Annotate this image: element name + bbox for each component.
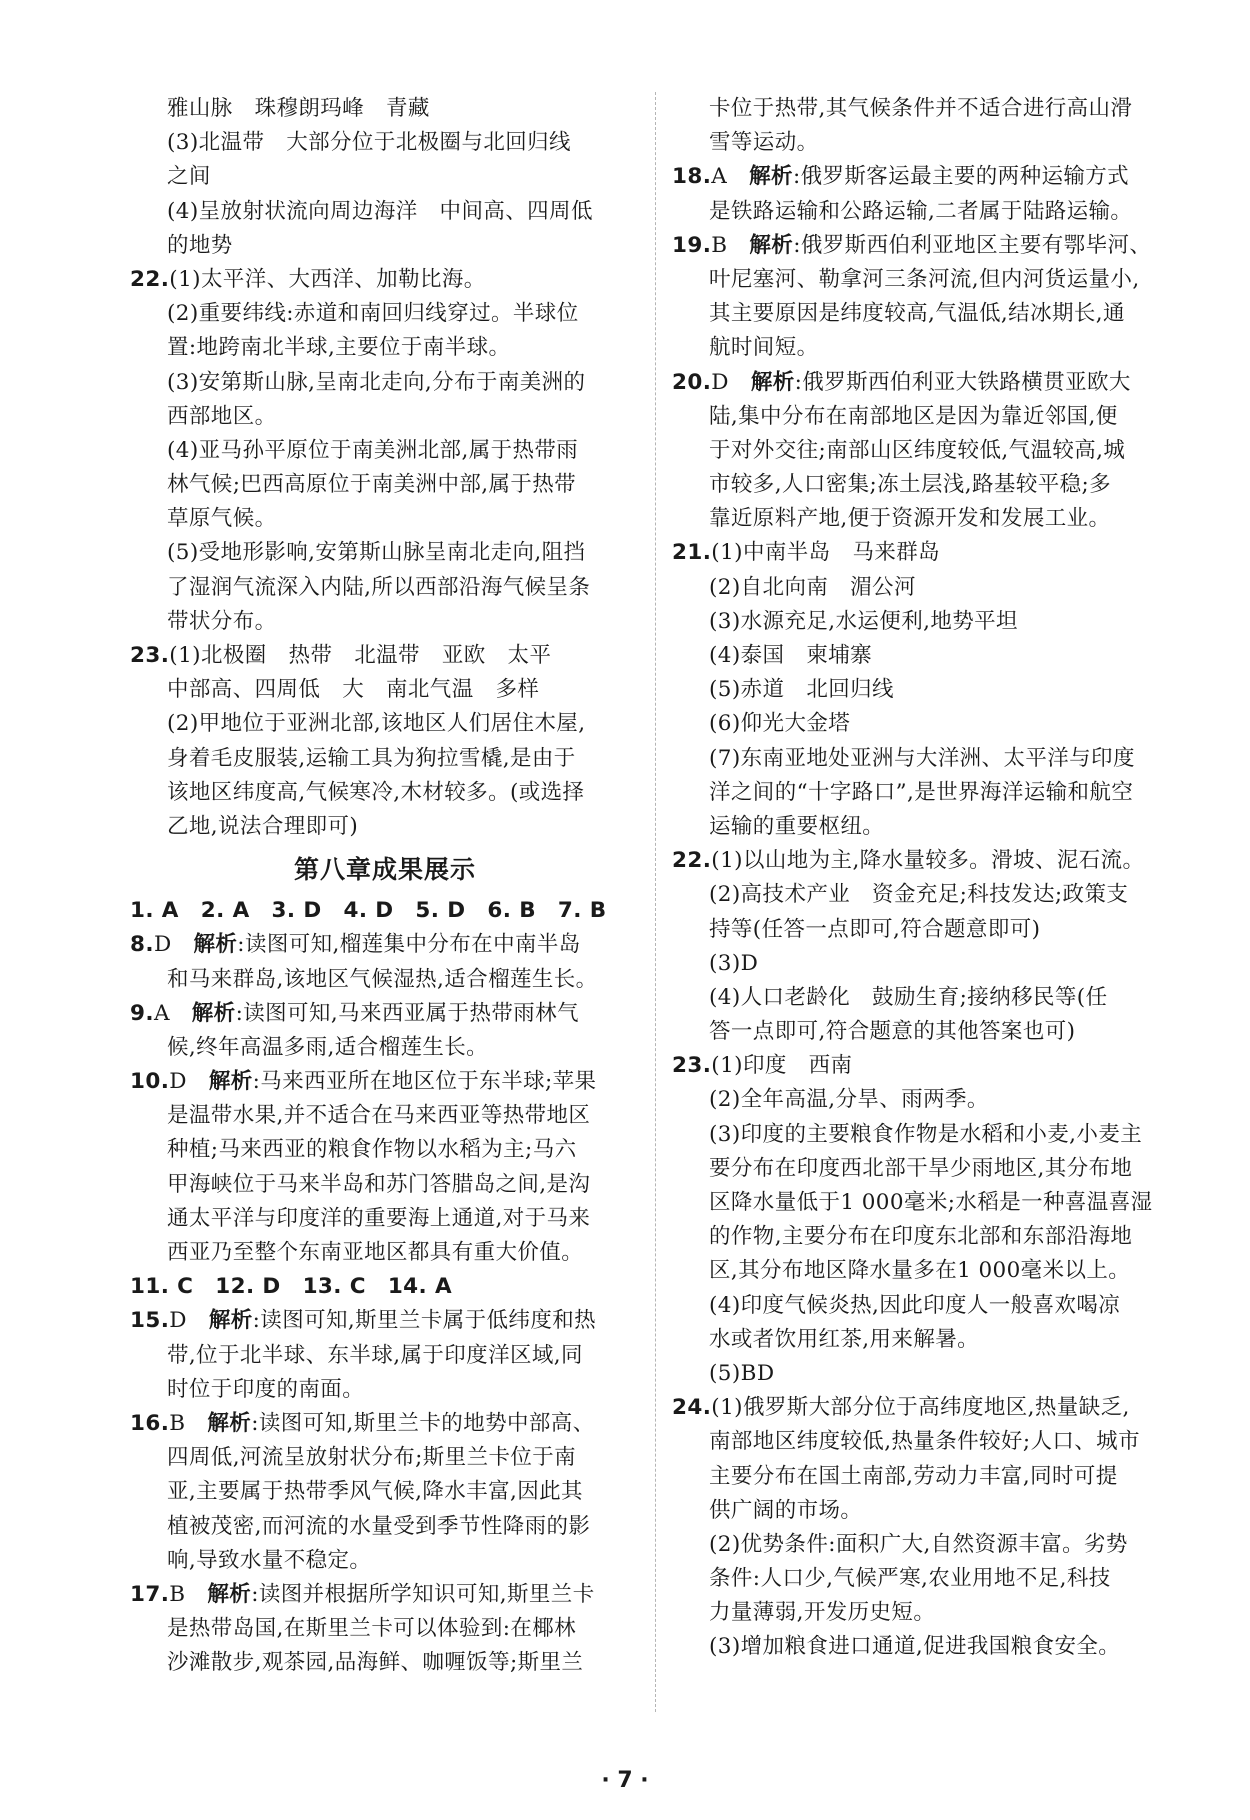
question-number: 16. bbox=[130, 1410, 170, 1436]
answer-text: D bbox=[153, 932, 194, 958]
answer-text: D bbox=[169, 1069, 209, 1095]
answer-line bbox=[130, 263, 640, 297]
answer-line bbox=[130, 1441, 640, 1475]
answer-line bbox=[672, 1528, 1172, 1562]
answer-text: 是热带岛国,在斯里兰卡可以体验到:在椰林 bbox=[167, 1616, 577, 1642]
section-title: 第八章成果展示 bbox=[293, 855, 476, 885]
analysis-text: :读图可知,斯里兰卡属于低纬度和热 bbox=[252, 1308, 597, 1334]
answer-text: 亚,主要属于热带季风气候,降水丰富,因此其 bbox=[167, 1479, 583, 1505]
analysis-label: 解析 bbox=[207, 1581, 252, 1607]
answer-line bbox=[130, 1339, 640, 1373]
answer-text: (3)印度的主要粮食作物是水稻和小麦,小麦主 bbox=[709, 1121, 1143, 1147]
answer-text: (3)D bbox=[709, 950, 759, 976]
answer-line bbox=[130, 963, 640, 997]
answer-text: (1)北极圈 热带 北温带 亚欧 太平 bbox=[169, 643, 552, 668]
answer-line bbox=[130, 1202, 640, 1236]
answer-line bbox=[672, 981, 1172, 1015]
answer-line bbox=[672, 126, 1172, 160]
answer-line bbox=[672, 1049, 1172, 1083]
answer-line bbox=[672, 707, 1172, 741]
answer-line bbox=[130, 1031, 640, 1065]
answer-line bbox=[672, 468, 1172, 502]
answer-text: (4)亚马孙平原位于南美洲北部,属于热带雨 bbox=[167, 437, 579, 463]
answer-line bbox=[130, 1373, 640, 1407]
answer-line bbox=[130, 1510, 640, 1544]
answer-line bbox=[130, 1168, 640, 1202]
answer-text: 身着毛皮服装,运输工具为狗拉雪橇,是由于 bbox=[167, 745, 576, 771]
answer-line bbox=[130, 810, 640, 844]
answer-text: (5)BD bbox=[709, 1360, 775, 1386]
answer-line bbox=[672, 1562, 1172, 1596]
answer-text: 区降水量低于1 000毫米;水稻是一种喜温喜湿 bbox=[709, 1190, 1153, 1215]
analysis-label: 解析 bbox=[750, 369, 795, 395]
analysis-text: :马来西亚所在地区位于东半球;苹果 bbox=[252, 1069, 597, 1095]
answer-line bbox=[672, 1083, 1172, 1117]
answer-text: D bbox=[711, 369, 751, 395]
answer-text: 条件:人口少,气候严寒,农业用地不足,科技 bbox=[709, 1566, 1111, 1592]
answer-line bbox=[672, 1357, 1172, 1391]
answer-line bbox=[130, 1099, 640, 1133]
left-answers-top bbox=[130, 92, 640, 844]
answer-text: 运输的重要枢纽。 bbox=[709, 813, 885, 839]
answer-text: 草原气候。 bbox=[167, 506, 277, 532]
answer-text: (2)重要纬线:赤道和南回归线穿过。半球位 bbox=[167, 301, 579, 327]
answer-text: 供广阔的市场。 bbox=[709, 1497, 863, 1523]
answer-text: (4)印度气候炎热,因此印度人一般喜欢喝凉 bbox=[709, 1292, 1121, 1318]
answer-line bbox=[672, 331, 1172, 365]
answer-text: 西亚乃至整个东南亚地区都具有重大价值。 bbox=[167, 1240, 584, 1265]
analysis-text: :读图可知,马来西亚属于热带雨林气 bbox=[235, 1000, 579, 1026]
question-number: 18. bbox=[672, 164, 712, 190]
answer-text: (3)安第斯山脉,呈南北走向,分布于南美洲的 bbox=[167, 369, 586, 395]
answer-line bbox=[672, 160, 1172, 194]
answer-line bbox=[672, 878, 1172, 912]
answer-line bbox=[130, 1304, 640, 1338]
answer-text: 答一点即可,符合题意的其他答案也可) bbox=[709, 1019, 1076, 1045]
answer-text: 乙地,说法合理即可) bbox=[167, 813, 359, 839]
answer-text: 1. A 2. A 3. D 4. D 5. D 6. B 7. B bbox=[130, 898, 607, 924]
answer-line bbox=[130, 707, 640, 741]
answer-text: 雅山脉 珠穆朗玛峰 青藏 bbox=[167, 96, 430, 121]
answer-text: D bbox=[169, 1308, 209, 1334]
answer-line bbox=[672, 229, 1172, 263]
answer-line bbox=[672, 536, 1172, 570]
answer-text: 和马来群岛,该地区气候湿热,适合榴莲生长。 bbox=[167, 966, 598, 992]
answer-text: 时位于印度的南面。 bbox=[167, 1376, 365, 1402]
answer-line bbox=[672, 673, 1172, 707]
answer-line bbox=[130, 1646, 640, 1680]
analysis-label: 解析 bbox=[207, 1410, 252, 1436]
answer-line bbox=[672, 571, 1172, 605]
answer-line bbox=[130, 502, 640, 536]
answer-text: 了湿润气流深入内陆,所以西部沿海气候呈条 bbox=[167, 574, 591, 600]
question-number: 9. bbox=[130, 1000, 154, 1026]
question-number: 15. bbox=[130, 1308, 170, 1334]
answer-text: 带,位于北半球、东半球,属于印度洋区域,同 bbox=[167, 1342, 583, 1368]
answer-text: 靠近原料产地,便于资源开发和发展工业。 bbox=[709, 506, 1111, 532]
answer-line bbox=[672, 605, 1172, 639]
analysis-label: 解析 bbox=[191, 1000, 236, 1026]
answer-text: (1)印度 西南 bbox=[711, 1053, 853, 1079]
answer-text: 种植;马来西亚的粮食作物以水稻为主;马六 bbox=[167, 1137, 577, 1163]
answer-text: 林气候;巴西高原位于南美洲中部,属于热带 bbox=[167, 472, 577, 498]
answer-text: 其主要原因是纬度较高,气温低,结冰期长,通 bbox=[709, 301, 1125, 327]
answer-line bbox=[672, 434, 1172, 468]
answer-text: (5)赤道 北回归线 bbox=[709, 677, 894, 703]
answer-text: 市较多,人口密集;冻土层浅,路基较平稳;多 bbox=[709, 472, 1112, 498]
answer-text: (3)增加粮食进口通道,促进我国粮食安全。 bbox=[709, 1634, 1121, 1660]
answer-line bbox=[130, 776, 640, 810]
answer-line bbox=[130, 195, 640, 229]
answer-text: 洋之间的“十字路口”,是世界海洋运输和航空 bbox=[709, 779, 1134, 805]
answer-line bbox=[130, 1270, 640, 1304]
answer-line bbox=[130, 894, 640, 928]
answer-text: 区,其分布地区降水量多在1 000毫米以上。 bbox=[709, 1258, 1131, 1284]
answer-text: 持等(任答一点即可,符合题意即可) bbox=[709, 916, 1041, 942]
analysis-text: :俄罗斯西伯利亚大铁路横贯亚欧大 bbox=[794, 369, 1131, 395]
answer-text: 主要分布在国土南部,劳动力丰富,同时可提 bbox=[709, 1463, 1118, 1489]
answer-line bbox=[130, 400, 640, 434]
answer-line bbox=[130, 605, 640, 639]
answer-text: A bbox=[153, 1000, 192, 1026]
answer-line bbox=[130, 1578, 640, 1612]
answer-text: 该地区纬度高,气候寒冷,木材较多。(或选择 bbox=[167, 779, 585, 805]
answer-line bbox=[672, 639, 1172, 673]
left-column bbox=[130, 92, 640, 1680]
answer-text: (4)泰国 柬埔寨 bbox=[709, 643, 873, 668]
answer-line bbox=[672, 400, 1172, 434]
answer-line bbox=[130, 673, 640, 707]
answer-text: 南部地区纬度较低,热量条件较好;人口、城市 bbox=[709, 1429, 1140, 1455]
answer-line bbox=[130, 1544, 640, 1578]
answer-text: (1)太平洋、大西洋、加勒比海。 bbox=[169, 266, 486, 292]
answer-text: 要分布在印度西北部干旱少雨地区,其分布地 bbox=[709, 1155, 1133, 1181]
left-answers-bottom bbox=[130, 894, 640, 1680]
question-number: 17. bbox=[130, 1581, 170, 1607]
answer-line bbox=[672, 776, 1172, 810]
analysis-label: 解析 bbox=[208, 1308, 253, 1334]
answer-text: 中部高、四周低 大 南北气温 多样 bbox=[167, 677, 540, 703]
answer-line bbox=[130, 1407, 640, 1441]
answer-line bbox=[672, 1015, 1172, 1049]
answer-line bbox=[672, 1118, 1172, 1152]
answer-text: (2)高技术产业 资金充足;科技发达;政策支 bbox=[709, 882, 1129, 908]
answer-text: 通太平洋与印度洋的重要海上通道,对于马来 bbox=[167, 1205, 591, 1231]
question-number: 22. bbox=[672, 848, 712, 874]
page-number: · 7 · bbox=[601, 1768, 649, 1793]
question-number: 23. bbox=[130, 643, 170, 668]
answer-text: 是温带水果,并不适合在马来西亚等热带地区 bbox=[167, 1103, 591, 1129]
answer-line bbox=[130, 126, 640, 160]
answer-text: 沙滩散步,观茶园,品海鲜、咖喱饭等;斯里兰 bbox=[167, 1650, 584, 1676]
question-number: 21. bbox=[672, 540, 712, 566]
answer-text: B bbox=[169, 1410, 208, 1436]
answer-line bbox=[130, 571, 640, 605]
answer-line bbox=[672, 947, 1172, 981]
answer-line bbox=[672, 263, 1172, 297]
answer-line bbox=[672, 1630, 1172, 1664]
analysis-label: 解析 bbox=[749, 232, 794, 258]
answer-line bbox=[672, 502, 1172, 536]
answer-text: (4)人口老龄化 鼓励生育;接纳移民等(任 bbox=[709, 984, 1108, 1010]
question-number: 20. bbox=[672, 369, 712, 395]
answer-line bbox=[672, 913, 1172, 947]
answer-line bbox=[672, 366, 1172, 400]
answer-line bbox=[130, 742, 640, 776]
answer-text: (1)中南半岛 马来群岛 bbox=[711, 540, 941, 566]
answer-text: 航时间短。 bbox=[709, 335, 819, 361]
answer-line bbox=[130, 1475, 640, 1509]
question-number: 8. bbox=[130, 932, 154, 958]
answer-text: 于对外交往;南部山区纬度较低,气温较高,城 bbox=[709, 437, 1126, 463]
answer-line bbox=[672, 1152, 1172, 1186]
answer-text: 带状分布。 bbox=[167, 608, 277, 634]
answer-text: 置:地跨南北半球,主要位于南半球。 bbox=[167, 335, 511, 361]
answer-line bbox=[130, 366, 640, 400]
answer-text: (2)优势条件:面积广大,自然资源丰富。劣势 bbox=[709, 1531, 1128, 1557]
answer-line bbox=[672, 1220, 1172, 1254]
answer-line bbox=[130, 297, 640, 331]
analysis-text: :读图可知,榴莲集中分布在中南半岛 bbox=[237, 932, 581, 958]
answer-line bbox=[130, 331, 640, 365]
analysis-label: 解析 bbox=[208, 1069, 253, 1095]
answer-line bbox=[130, 229, 640, 263]
answer-text: 之间 bbox=[167, 164, 211, 190]
answer-text: 甲海峡位于马来半岛和苏门答腊岛之间,是沟 bbox=[167, 1171, 591, 1197]
answer-text: 陆,集中分布在南部地区是因为靠近邻国,便 bbox=[709, 403, 1118, 429]
answer-line bbox=[672, 742, 1172, 776]
answer-text: (2)全年高温,分旱、雨两季。 bbox=[709, 1087, 989, 1113]
answer-text: 力量薄弱,开发历史短。 bbox=[709, 1600, 936, 1626]
answer-line bbox=[130, 434, 640, 468]
answer-text: (4)呈放射状流向周边海洋 中间高、四周低 bbox=[167, 198, 593, 224]
answer-text: 水或者饮用红茶,用来解暑。 bbox=[709, 1326, 980, 1352]
answer-text: (7)东南亚地处亚洲与大洋洲、太平洋与印度 bbox=[709, 745, 1135, 771]
answer-text: 是铁路运输和公路运输,二者属于陆路运输。 bbox=[709, 198, 1133, 224]
answer-line bbox=[672, 1289, 1172, 1323]
answer-line bbox=[672, 810, 1172, 844]
answer-line bbox=[672, 1425, 1172, 1459]
answer-line bbox=[672, 844, 1172, 878]
answer-text: (1)以山地为主,降水量较多。滑坡、泥石流。 bbox=[711, 848, 1145, 874]
analysis-text: :俄罗斯西伯利亚地区主要有鄂毕河、 bbox=[793, 232, 1152, 258]
answer-line bbox=[672, 195, 1172, 229]
right-column bbox=[672, 92, 1172, 1665]
answer-line bbox=[130, 160, 640, 194]
answer-text: (3)水源充足,水运便利,地势平坦 bbox=[709, 608, 1018, 634]
analysis-text: :俄罗斯客运最主要的两种运输方式 bbox=[792, 164, 1130, 190]
answer-line bbox=[672, 1460, 1172, 1494]
answer-text: 11. C 12. D 13. C 14. A bbox=[130, 1274, 453, 1300]
analysis-label: 解析 bbox=[749, 164, 793, 190]
answer-text: 的作物,主要分布在印度东北部和东部沿海地 bbox=[709, 1224, 1133, 1250]
answer-line bbox=[130, 1065, 640, 1099]
answer-text: (2)自北向南 湄公河 bbox=[709, 574, 916, 600]
answer-text: (5)受地形影响,安第斯山脉呈南北走向,阻挡 bbox=[167, 540, 586, 566]
answer-line bbox=[672, 1391, 1172, 1425]
answer-line bbox=[672, 297, 1172, 331]
answer-text: 的地势 bbox=[167, 232, 233, 258]
question-number: 24. bbox=[672, 1395, 712, 1421]
answer-text: 四周低,河流呈放射状分布;斯里兰卡位于南 bbox=[167, 1445, 577, 1471]
answer-text: 雪等运动。 bbox=[709, 130, 819, 156]
answer-line bbox=[130, 997, 640, 1031]
analysis-label: 解析 bbox=[193, 932, 238, 958]
answer-line bbox=[672, 1494, 1172, 1528]
answer-text: (6)仰光大金塔 bbox=[709, 711, 851, 737]
answer-text: 响,导致水量不稳定。 bbox=[167, 1547, 372, 1573]
analysis-text: :读图并根据所学知识可知,斯里兰卡 bbox=[251, 1581, 595, 1607]
answer-line bbox=[672, 1596, 1172, 1630]
answer-text: A bbox=[711, 164, 750, 190]
answer-line bbox=[672, 92, 1172, 126]
answer-line bbox=[672, 1186, 1172, 1220]
answer-line bbox=[130, 468, 640, 502]
question-number: 10. bbox=[130, 1069, 170, 1095]
answer-line bbox=[130, 92, 640, 126]
answer-text: (2)甲地位于亚洲北部,该地区人们居住木屋, bbox=[167, 711, 586, 737]
answer-text: B bbox=[169, 1581, 208, 1607]
answer-line bbox=[130, 928, 640, 962]
answer-line bbox=[672, 1254, 1172, 1288]
question-number: 23. bbox=[672, 1053, 712, 1079]
question-number: 22. bbox=[130, 266, 170, 292]
answer-text: 叶尼塞河、勒拿河三条河流,但内河货运量小, bbox=[709, 266, 1140, 292]
answer-line bbox=[130, 536, 640, 570]
answer-text: B bbox=[711, 232, 750, 258]
answer-text: (1)俄罗斯大部分位于高纬度地区,热量缺乏, bbox=[711, 1395, 1130, 1421]
answer-line bbox=[130, 1133, 640, 1167]
answer-text: 西部地区。 bbox=[167, 403, 277, 429]
question-number: 19. bbox=[672, 232, 712, 258]
answer-text: (3)北温带 大部分位于北极圈与北回归线 bbox=[167, 130, 571, 156]
answer-text: 卡位于热带,其气候条件并不适合进行高山滑 bbox=[709, 96, 1133, 121]
answer-line bbox=[130, 639, 640, 673]
analysis-text: :读图可知,斯里兰卡的地势中部高、 bbox=[251, 1410, 595, 1436]
column-divider bbox=[655, 92, 657, 1712]
answer-text: 植被茂密,而河流的水量受到季节性降雨的影 bbox=[167, 1513, 591, 1539]
answer-line bbox=[130, 1236, 640, 1270]
answer-line bbox=[130, 1612, 640, 1646]
answer-line bbox=[672, 1323, 1172, 1357]
answer-text: 候,终年高温多雨,适合榴莲生长。 bbox=[167, 1034, 489, 1060]
